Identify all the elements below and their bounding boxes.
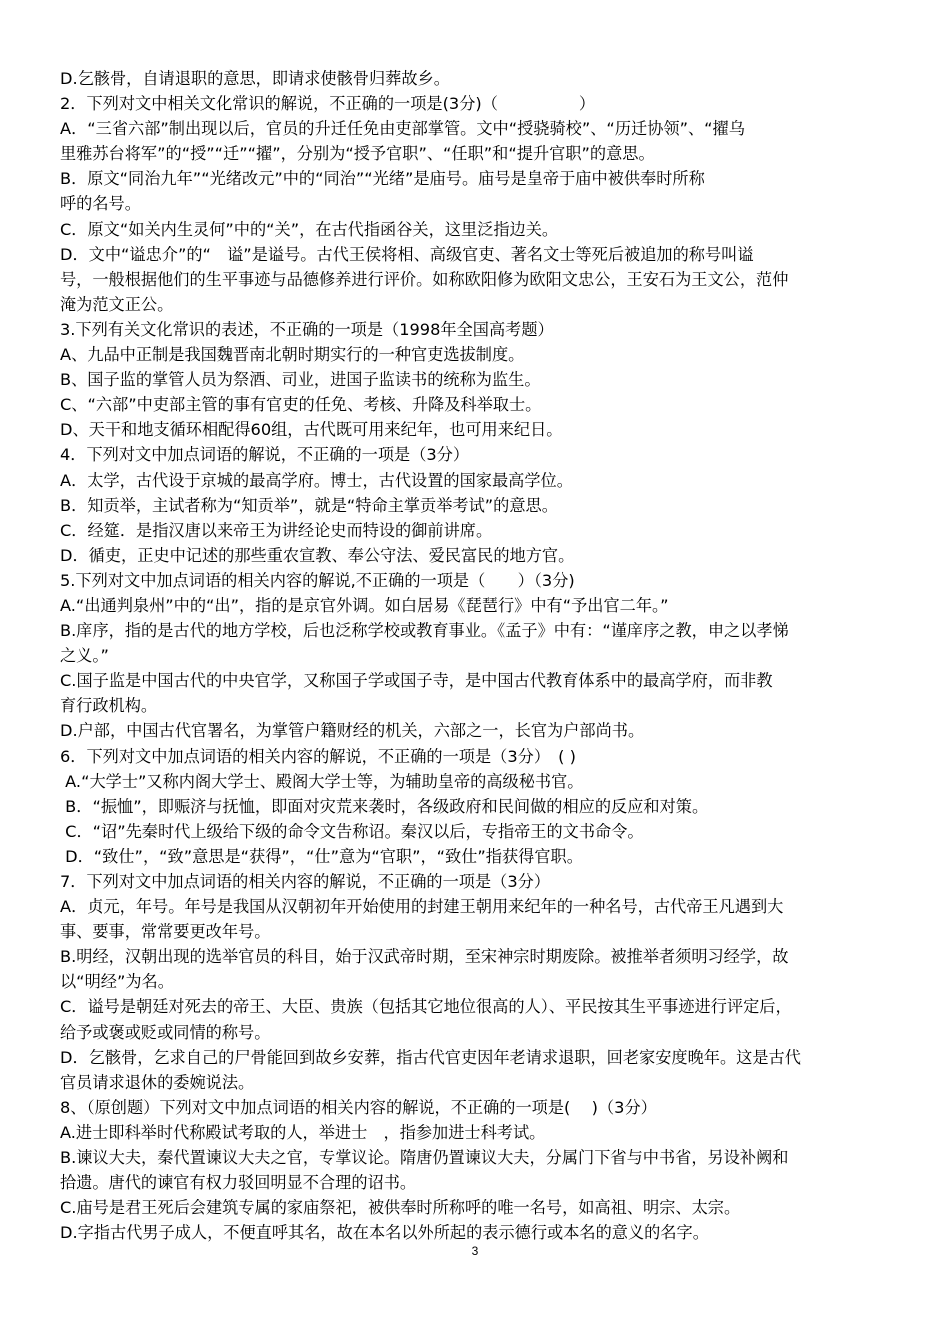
text-line: C、“六部”中吏部主管的事有官吏的任免、考核、升降及科举取士。	[60, 395, 542, 415]
text-line: B.庠序，指的是古代的地方学校，后也泛称学校或教育事业。《孟子》中有：“谨庠序之教，申之以孝悌	[60, 621, 789, 641]
question-6-stem: 6．下列对文中加点词语的相关内容的解说，不正确的一项是（3分） ( )	[60, 746, 576, 766]
text-line: 育行政机构。	[60, 696, 158, 716]
text-line: A．太学，古代设于京城的最高学府。博士，古代设置的国家最高学位。	[60, 470, 573, 490]
text-line: D.户部，中国古代官署名，为掌管户籍财经的机关，六部之一，长官为户部尚书。	[60, 721, 645, 741]
text-line: A．贞元，年号。年号是我国从汉朝初年开始使用的封建王朝用来纪年的一种名号，古代帝王凡遇到大	[60, 897, 784, 917]
question-2-stem: 2．下列对文中相关文化常识的解说，不正确的一项是(3分)（ ）	[60, 94, 596, 114]
text-line: C．经筵．是指汉唐以来帝王为讲经论史而特设的御前讲席。	[60, 520, 493, 540]
text-line: B.明经，汉朝出现的选举官员的科目，始于汉武帝时期，至宋神宗时期废除。被推举者须明习经学，故	[60, 947, 789, 967]
text-line: 官员请求退休的委婉说法。	[60, 1072, 255, 1092]
text-line: B．知贡举，主试者称为“知贡举”，就是“特命主掌贡举考试”的意思。	[60, 495, 558, 515]
text-line: A.进士即科举时代称殿试考取的人，举进士 ，指参加进士科考试。	[60, 1122, 546, 1142]
text-line: C.国子监是中国古代的中央官学，又称国子学或国子寺，是中国古代教育体系中的最高学府，而非教	[60, 671, 773, 691]
text-line: 事、要事，常常要更改年号。	[60, 922, 271, 942]
question-5-stem: 5.下列对文中加点词语的相关内容的解说,不正确的一项是（ ）（3分)	[60, 570, 575, 590]
text-line: D．循吏，正史中记述的那些重农宣教、奉公守法、爱民富民的地方官。	[60, 545, 575, 565]
text-line: 号，一般根据他们的生平事迹与品德修养进行评价。如称欧阳修为欧阳文忠公，王安石为王文公，范仲	[60, 269, 789, 289]
text-line: 之义。”	[60, 646, 109, 666]
text-line: D、天干和地支循环相配得60组，古代既可用来纪年，也可用来纪日。	[60, 420, 563, 440]
text-line: 呼的名号。	[60, 194, 141, 214]
text-line: 里雅苏台将军”的“授”“迁”“擢”，分别为“授予官职”、“任职”和“提升官职”的意思。	[60, 144, 655, 164]
question-8-stem: 8、（原创题）下列对文中加点词语的相关内容的解说，不正确的一项是( )（3分）	[60, 1097, 657, 1117]
text-line: C.庙号是君王死后会建筑专属的家庙祭祀，被供奉时所称呼的唯一名号，如高祖、明宗、太宗。	[60, 1198, 741, 1218]
text-line: A.“大学士”又称内阁大学士、殿阁大学士等，为辅助皇帝的高级秘书官。	[60, 771, 584, 791]
text-line: B.谏议大夫，秦代置谏议大夫之官，专掌议论。隋唐仍置谏议大夫，分属门下省与中书省，另设补阙和	[60, 1148, 789, 1168]
text-line: C．原文“如关内生灵何”中的“关”，在古代指函谷关，这里泛指边关。	[60, 219, 559, 239]
text-line: D．“致仕”，“致”意思是“获得”，“仕”意为“官职”，“致仕”指获得官职。	[60, 846, 583, 866]
text-line: D.乞骸骨，自请退职的意思，即请求使骸骨归葬故乡。	[60, 69, 450, 88]
text-line: B．“振恤”，即赈济与抚恤，即面对灾荒来袭时，各级政府和民间做的相应的反应和对策。	[60, 796, 709, 816]
text-line: D．文中“谥忠介”的“ 谥”是谥号。古代王侯将相、高级官吏、著名文士等死后被追加的称号叫谥	[60, 244, 754, 264]
text-line: 拾遗。唐代的谏官有权力驳回明显不合理的诏书。	[60, 1173, 417, 1193]
text-line: D.字指古代男子成人，不便直呼其名，故在本名以外所起的表示德行或本名的意义的名字。	[60, 1223, 709, 1243]
page-number: 3	[471, 1244, 479, 1258]
text-line: B、国子监的掌管人员为祭酒、司业，进国子监读书的统称为监生。	[60, 370, 541, 390]
text-line: A、九品中正制是我国魏晋南北朝时期实行的一种官吏选拔制度。	[60, 345, 525, 365]
text-line: 淹为范文正公。	[60, 294, 174, 314]
text-line: A.“出通判泉州”中的“出”，指的是京官外调。如白居易《琵琶行》中有“予出官二年。”	[60, 595, 669, 615]
question-4-stem: 4．下列对文中加点词语的解说，不正确的一项是（3分）	[60, 445, 470, 465]
text-line: D．乞骸骨，乞求自己的尸骨能回到故乡安葬，指古代官吏因年老请求退职，回老家安度晚年。这是古代	[60, 1047, 801, 1067]
text-line: A．“三省六部”制出现以后，官员的升迁任免由吏部掌管。文中“授骁骑校”、“历迁协领”、“擢乌	[60, 119, 745, 139]
text-line: B．原文“同治九年”“光绪改元”中的“同治”“光绪”是庙号。庙号是皇帝于庙中被供奉时所称	[60, 169, 705, 189]
text-line: 给予或褒或贬或同情的称号。	[60, 1022, 271, 1042]
text-line: C．“诏”先秦时代上级给下级的命令文告称诏。秦汉以后，专指帝王的文书命令。	[60, 821, 644, 841]
text-line: 以“明经”为名。	[60, 972, 174, 992]
question-3-stem: 3.下列有关文化常识的表述，不正确的一项是（1998年全国高考题）	[60, 319, 554, 339]
question-7-stem: 7．下列对文中加点词语的相关内容的解说，不正确的一项是（3分）	[60, 872, 551, 891]
text-line: C．谥号是朝廷对死去的帝王、大臣、贵族（包括其它地位很高的人）、平民按其生平事迹进行评定后，	[60, 997, 792, 1017]
document-body	[60, 66, 895, 1245]
